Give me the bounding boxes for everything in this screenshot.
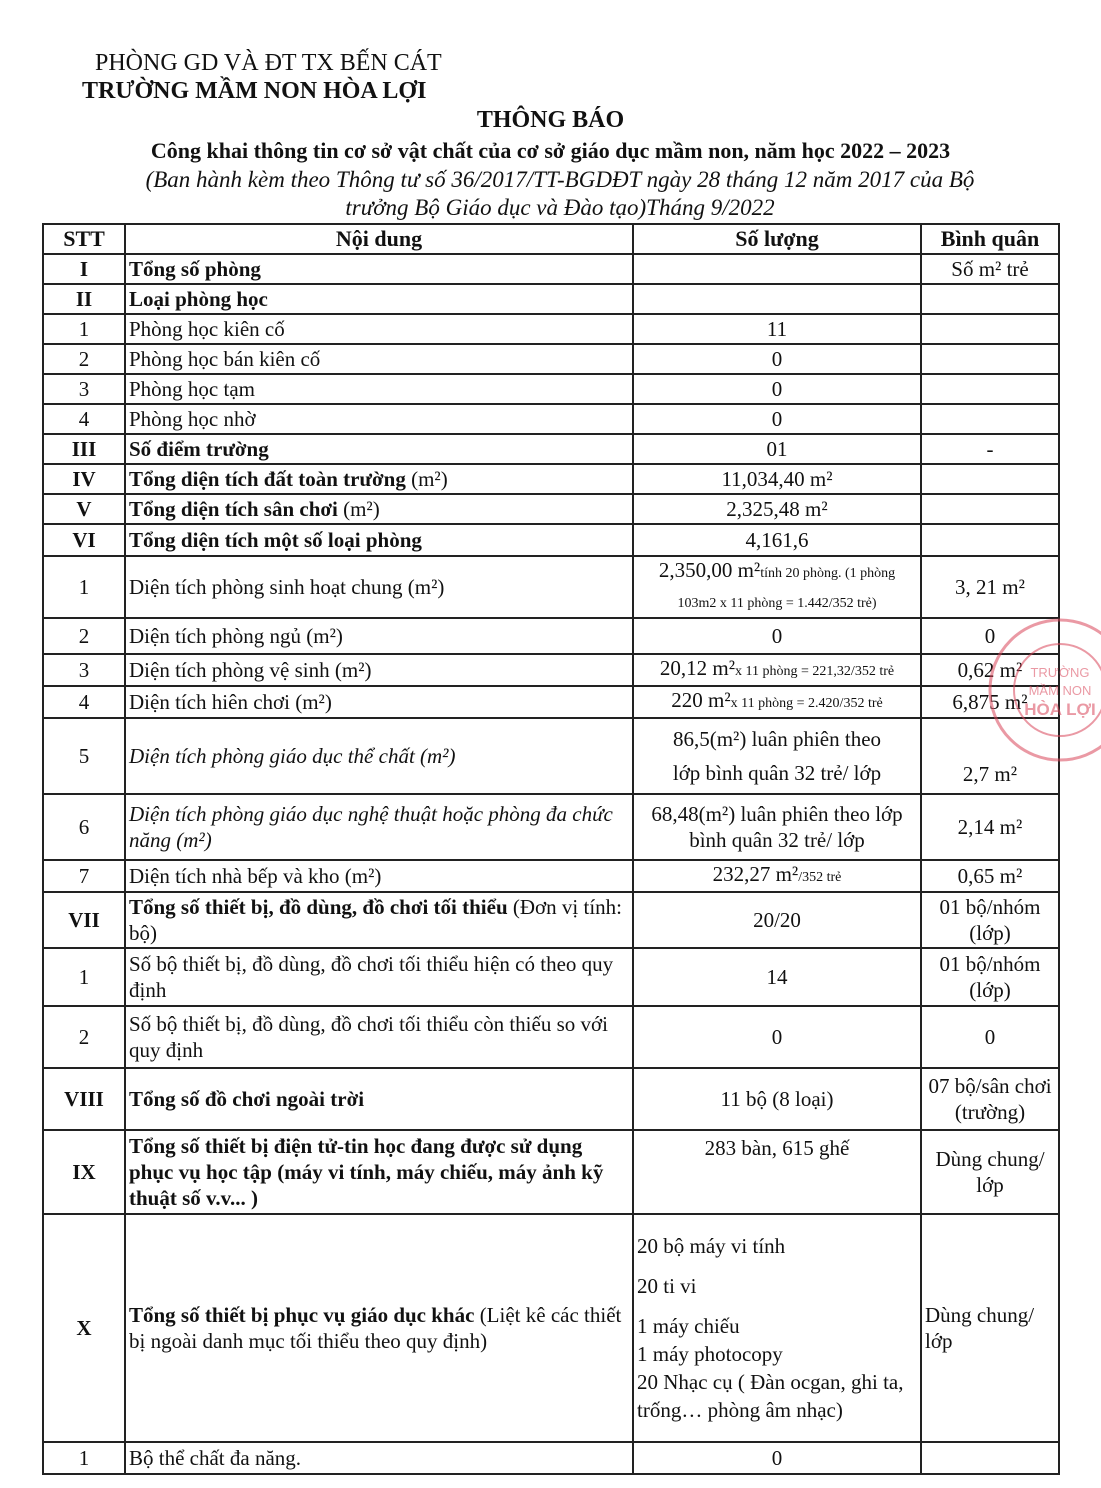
row-average xyxy=(921,524,1059,556)
header-average: Bình quân xyxy=(921,224,1059,254)
row-content: Tổng diện tích một số loại phòng xyxy=(125,524,633,556)
quantity-note: x 11 phòng = 2.420/352 trẻ xyxy=(730,696,883,711)
quantity-value: 20,12 m² xyxy=(659,656,736,680)
quantity-note: tính 20 phòng. (1 phòng xyxy=(760,566,896,581)
table-row xyxy=(43,892,1059,948)
row-stt: VII xyxy=(43,892,125,948)
row-content: Tổng số phòng xyxy=(125,254,633,284)
row-quantity: 0 xyxy=(633,344,921,374)
row-content xyxy=(125,494,633,524)
row-average xyxy=(921,284,1059,314)
quantity-value: 2,350,00 m² xyxy=(658,558,761,582)
row-content: Phòng học kiên cố xyxy=(125,314,633,344)
quantity-note: x 11 phòng = 221,32/352 trẻ xyxy=(735,664,895,679)
row-content: Diện tích phòng sinh hoạt chung (m²) xyxy=(125,556,633,618)
table-row xyxy=(43,948,1059,1006)
document-subtitle: Công khai thông tin cơ sở vật chất của cơ sở giáo dục mầm non, năm học 2022 – 2023 xyxy=(150,138,951,163)
quantity-value: 232,27 m² xyxy=(712,862,799,886)
row-stt: VIII xyxy=(43,1068,125,1130)
row-content: Số bộ thiết bị, đồ dùng, đồ chơi tối thiểu hiện có theo quy định xyxy=(125,948,633,1006)
row-content-text: Tổng số thiết bị phục vụ giáo dục khác xyxy=(129,1303,475,1327)
row-quantity: 0 xyxy=(633,618,921,654)
list-item: 20 ti vi xyxy=(637,1274,697,1298)
row-average: 0,65 m² xyxy=(921,860,1059,892)
row-content: Phòng học bán kiên cố xyxy=(125,344,633,374)
row-content-extra: (Đơn vị tính: bộ) xyxy=(129,895,622,945)
row-average xyxy=(921,314,1059,344)
list-item: 1 máy chiếu xyxy=(637,1314,740,1338)
row-average: 0,62 m² xyxy=(921,654,1059,686)
row-content: Diện tích phòng giáo dục nghệ thuật hoặc phòng đa chức năng (m²) xyxy=(125,794,633,860)
row-content xyxy=(125,892,633,948)
header-quantity: Số lượng xyxy=(633,224,921,254)
table-row xyxy=(43,374,1059,404)
header-content: Nội dung xyxy=(125,224,633,254)
row-content-unit: (m²) xyxy=(343,497,380,521)
row-average: 6,875 m² xyxy=(921,686,1059,718)
row-content: Phòng học nhờ xyxy=(125,404,633,434)
list-item: 20 Nhạc cụ ( Đàn ocgan, ghi ta, trống… phòng âm nhạc) xyxy=(637,1370,904,1422)
table-row xyxy=(43,860,1059,892)
row-quantity: 11 bộ (8 loại) xyxy=(633,1068,921,1130)
row-stt: VI xyxy=(43,524,125,556)
row-stt: 1 xyxy=(43,1442,125,1474)
facilities-table xyxy=(42,223,1060,1475)
row-stt: 3 xyxy=(43,654,125,686)
school-name: TRƯỜNG MẦM NON HÒA LỢI xyxy=(82,78,427,104)
row-quantity: 0 xyxy=(633,404,921,434)
note-line-1: (Ban hành kèm theo Thông tư số 36/2017/TT-BGDĐT ngày 28 tháng 12 năm 2017 của Bộ xyxy=(145,167,975,192)
svg-text:MẦM NON: MẦM NON xyxy=(1028,683,1092,698)
row-average: Số m² trẻ xyxy=(921,254,1059,284)
quantity-line: 86,5(m²) luân phiên theo xyxy=(672,727,882,751)
quantity-line: lớp bình quân 32 trẻ/ lớp xyxy=(672,761,882,785)
row-content: Diện tích phòng ngủ (m²) xyxy=(125,618,633,654)
row-quantity xyxy=(633,254,921,284)
row-content-text: Tổng diện tích sân chơi xyxy=(129,497,338,521)
row-quantity: 11 xyxy=(633,314,921,344)
table-row xyxy=(43,284,1059,314)
list-item: 1 máy photocopy xyxy=(637,1342,783,1366)
table-row xyxy=(43,254,1059,284)
row-content: Diện tích phòng giáo dục thể chất (m²) xyxy=(125,718,633,794)
row-stt: I xyxy=(43,254,125,284)
row-stt: 4 xyxy=(43,404,125,434)
row-content xyxy=(125,1214,633,1442)
row-quantity-list xyxy=(633,1214,921,1442)
table-row xyxy=(43,794,1059,860)
quantity-value: 220 m² xyxy=(671,688,731,712)
header-stt: STT xyxy=(43,224,125,254)
table-row xyxy=(43,434,1059,464)
row-quantity: 0 xyxy=(633,1006,921,1068)
row-average: 0 xyxy=(921,618,1059,654)
row-stt: II xyxy=(43,284,125,314)
row-content xyxy=(125,464,633,494)
row-average xyxy=(921,1442,1059,1474)
table-row xyxy=(43,1214,1059,1442)
row-quantity xyxy=(633,794,921,860)
row-stt: V xyxy=(43,494,125,524)
row-average: - xyxy=(921,434,1059,464)
row-quantity xyxy=(633,686,921,718)
row-average: 2,7 m² xyxy=(921,718,1059,794)
row-content: Diện tích nhà bếp và kho (m²) xyxy=(125,860,633,892)
quantity-line: 68,48(m²) luân phiên theo lớp xyxy=(651,802,903,826)
row-stt: 6 xyxy=(43,794,125,860)
row-stt: 4 xyxy=(43,686,125,718)
list-item: 20 bộ máy vi tính xyxy=(637,1234,786,1258)
row-quantity: 2,325,48 m² xyxy=(633,494,921,524)
table-row xyxy=(43,464,1059,494)
row-average xyxy=(921,404,1059,434)
table-row xyxy=(43,654,1059,686)
department-name: PHÒNG GD VÀ ĐT TX BẾN CÁT xyxy=(95,50,442,76)
row-content-extra: (Liệt kê các thiết bị ngoài danh mục tối thiểu theo quy định) xyxy=(129,1303,622,1353)
row-stt: 1 xyxy=(43,314,125,344)
row-quantity xyxy=(633,654,921,686)
row-average xyxy=(921,464,1059,494)
row-stt: III xyxy=(43,434,125,464)
table-row xyxy=(43,494,1059,524)
table-row xyxy=(43,524,1059,556)
row-average xyxy=(921,494,1059,524)
row-content: Diện tích phòng vệ sinh (m²) xyxy=(125,654,633,686)
row-average: Dùng chung/ lớp xyxy=(921,1214,1059,1442)
row-quantity xyxy=(633,284,921,314)
quantity-note: 103m2 x 11 phòng = 1.442/352 trẻ) xyxy=(677,596,877,611)
row-stt: 2 xyxy=(43,618,125,654)
row-quantity xyxy=(633,860,921,892)
row-quantity: 0 xyxy=(633,1442,921,1474)
row-quantity: 01 xyxy=(633,434,921,464)
row-average: 01 bộ/nhóm (lớp) xyxy=(921,948,1059,1006)
row-stt: IX xyxy=(43,1130,125,1214)
table-header-row xyxy=(43,224,1059,254)
row-average: Dùng chung/ lớp xyxy=(921,1130,1059,1214)
table-row xyxy=(43,556,1059,618)
row-stt: 5 xyxy=(43,718,125,794)
row-stt: X xyxy=(43,1214,125,1442)
row-stt: IV xyxy=(43,464,125,494)
svg-text:TRƯỜNG: TRƯỜNG xyxy=(1030,665,1090,680)
row-content: Diện tích hiên chơi (m²) xyxy=(125,686,633,718)
row-average: 0 xyxy=(921,1006,1059,1068)
table-row xyxy=(43,718,1059,794)
table-row xyxy=(43,1130,1059,1214)
row-stt: 1 xyxy=(43,556,125,618)
row-quantity: 11,034,40 m² xyxy=(633,464,921,494)
table-row xyxy=(43,1068,1059,1130)
table-row xyxy=(43,314,1059,344)
row-content: Loại phòng học xyxy=(125,284,633,314)
row-content-text: Tổng diện tích đất toàn trường xyxy=(129,467,406,491)
row-average xyxy=(921,344,1059,374)
row-stt: 7 xyxy=(43,860,125,892)
row-average: 3, 21 m² xyxy=(921,556,1059,618)
row-average: 07 bộ/sân chơi (trường) xyxy=(921,1068,1059,1130)
note-line-2: trưởng Bộ Giáo dục và Đào tạo)Tháng 9/2022 xyxy=(345,195,775,220)
document-title: THÔNG BÁO xyxy=(476,107,625,133)
row-quantity: 0 xyxy=(633,374,921,404)
row-content: Tổng số đồ chơi ngoài trời xyxy=(125,1068,633,1130)
table-row xyxy=(43,404,1059,434)
row-stt: 2 xyxy=(43,344,125,374)
row-content-unit: (m²) xyxy=(411,467,448,491)
row-content: Số điểm trường xyxy=(125,434,633,464)
row-stt: 3 xyxy=(43,374,125,404)
row-quantity xyxy=(633,556,921,618)
row-quantity: 20/20 xyxy=(633,892,921,948)
table-row xyxy=(43,618,1059,654)
row-content: Phòng học tạm xyxy=(125,374,633,404)
row-quantity: 4,161,6 xyxy=(633,524,921,556)
row-quantity: 14 xyxy=(633,948,921,1006)
row-average: 2,14 m² xyxy=(921,794,1059,860)
row-content: Tổng số thiết bị điện tử-tin học đang được sử dụng phục vụ học tập (máy vi tính, máy chiếu, máy ảnh kỹ thuật số v.v... ) xyxy=(125,1130,633,1214)
quantity-note: /352 trẻ xyxy=(798,870,842,885)
row-stt: 2 xyxy=(43,1006,125,1068)
table-row xyxy=(43,1006,1059,1068)
row-content: Bộ thể chất đa năng. xyxy=(125,1442,633,1474)
document-note xyxy=(60,166,1060,222)
row-average xyxy=(921,374,1059,404)
quantity-line: bình quân 32 trẻ/ lớp xyxy=(689,828,865,852)
row-quantity: 283 bàn, 615 ghế xyxy=(633,1130,921,1214)
row-content: Số bộ thiết bị, đồ dùng, đồ chơi tối thiểu còn thiếu so với quy định xyxy=(125,1006,633,1068)
table-row xyxy=(43,1442,1059,1474)
table-row xyxy=(43,686,1059,718)
row-average: 01 bộ/nhóm (lớp) xyxy=(921,892,1059,948)
row-content-text: Tổng số thiết bị, đồ dùng, đồ chơi tối thiểu xyxy=(129,895,508,919)
svg-text:HÒA LỢI: HÒA LỢI xyxy=(1024,700,1096,719)
row-quantity xyxy=(633,718,921,794)
row-stt: 1 xyxy=(43,948,125,1006)
table-row xyxy=(43,344,1059,374)
